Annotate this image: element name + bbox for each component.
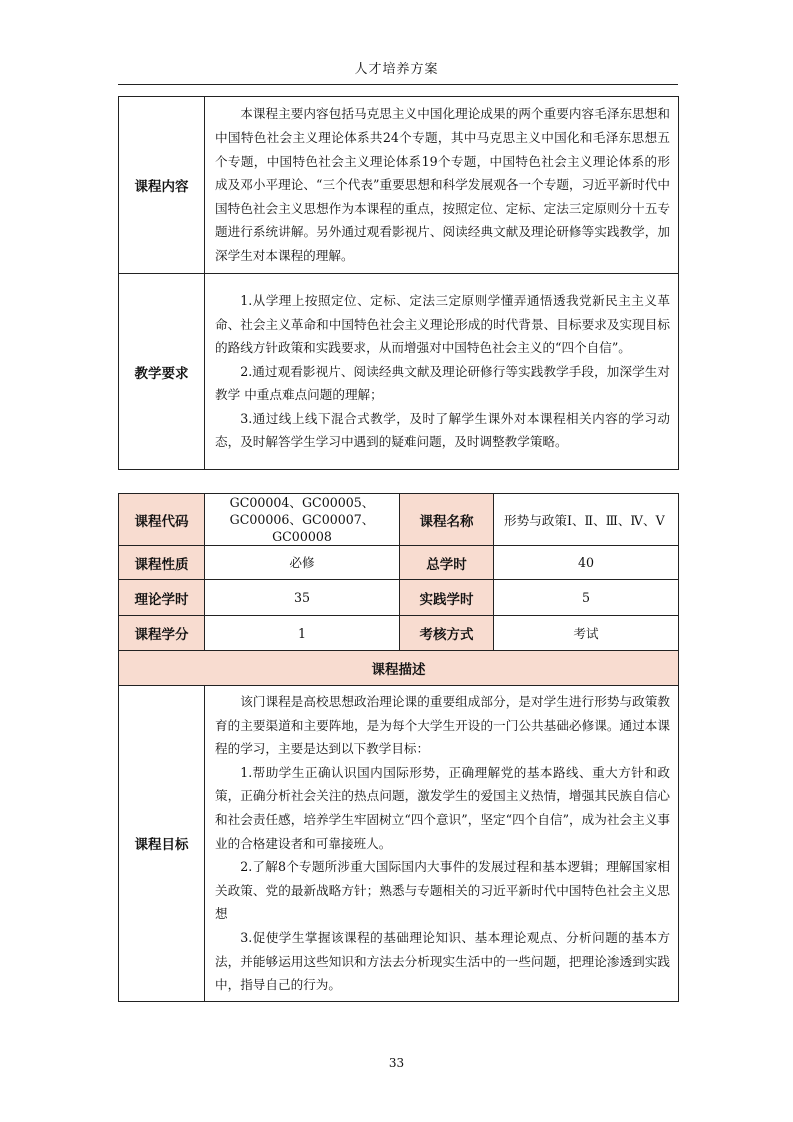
course-nature-label: 课程性质 xyxy=(119,546,205,580)
table-row xyxy=(119,580,679,616)
course-name-value: 形势与政策Ⅰ、Ⅱ、Ⅲ、Ⅳ、Ⅴ xyxy=(494,494,679,546)
course-content-cell xyxy=(205,97,679,274)
course-content-table xyxy=(118,96,679,470)
course-nature-value: 必修 xyxy=(205,546,400,580)
objective-paragraph-1: 1.帮助学生正确认识国内国际形势，正确理解党的基本路线、重大方针和政策，正确分析社会关注的热点问题，激发学生的爱国主义热情，增强其民族自信心和社会责任感，培养学生牢固树立“四个意识”，坚定“四个自信”，成为社会主义事业的合格建设者和可靠接班人。 xyxy=(215,764,670,851)
total-hours-value: 40 xyxy=(494,546,679,580)
table-row xyxy=(119,274,679,470)
requirement-paragraph-3: 3.通过线上线下混合式教学，及时了解学生课外对本课程相关内容的学习动态，及时解答学生学习中遇到的疑难问题，及时调整教学策略。 xyxy=(215,410,670,450)
course-content-paragraph: 本课程主要内容包括马克思主义中国化理论成果的两个重要内容毛泽东思想和中国特色社会主义理论体系共24个专题，其中马克思主义中国化和毛泽东思想五个专题，中国特色社会主义理论体系19个专题，中国特色社会主义理论体系的形成及邓小平理论、“三个代表”重要思想和科学发展观各一个专题，习近平新时代中国特色社会主义思想作为本课程的重点，按照定位、定标、定法三定原则分十五专题进行系统讲解。另外通过观看影视片、阅读经典文献及理论研修等实践教学，加深学生对本课程的理解。 xyxy=(215,106,670,263)
page-number: 33 xyxy=(388,1056,405,1070)
objective-paragraph-3: 3.促使学生掌握该课程的基础理论知识、基本理论观点、分析问题的基本方法，并能够运用这些知识和方法去分析现实生活中的一些问题，把理论渗透到实践中，指导自己的行为。 xyxy=(215,929,670,993)
course-info-table xyxy=(118,493,679,1002)
assessment-method-value: 考试 xyxy=(494,616,679,651)
table-row xyxy=(119,686,679,1002)
course-name-label: 课程名称 xyxy=(400,494,494,546)
course-code-label: 课程代码 xyxy=(119,494,205,546)
table-row xyxy=(119,651,679,686)
table-row xyxy=(119,616,679,651)
course-code-value: GC00004、GC00005、GC00006、GC00007、GC00008 xyxy=(205,494,400,546)
course-content-label: 课程内容 xyxy=(119,97,205,274)
course-credits-label: 课程学分 xyxy=(119,616,205,651)
teaching-requirements-cell xyxy=(205,274,679,470)
requirement-paragraph-1: 1.从学理上按照定位、定标、定法三定原则学懂弄通悟透我党新民主主义革命、社会主义革命和中国特色社会主义理论形成的时代背景、目标要求及实现目标的路线方针政策和实践要求，从而增强对中国特色社会主义的“四个自信”。 xyxy=(215,292,670,356)
course-objectives-cell xyxy=(205,686,679,1002)
page-header-title: 人才培养方案 xyxy=(354,62,439,77)
course-objectives-label: 课程目标 xyxy=(119,686,205,1002)
table-row xyxy=(119,97,679,274)
assessment-method-label: 考核方式 xyxy=(400,616,494,651)
objective-paragraph-2: 2.了解8个专题所涉重大国际国内大事件的发展过程和基本逻辑；理解国家相关政策、党的最新战略方针；熟悉与专题相关的习近平新时代中国特色社会主义思想 xyxy=(215,859,670,922)
course-credits-value: 1 xyxy=(205,616,400,651)
teaching-requirements-label: 教学要求 xyxy=(119,274,205,470)
course-description-title: 课程描述 xyxy=(119,651,679,686)
theory-hours-label: 理论学时 xyxy=(119,580,205,616)
table-row xyxy=(119,546,679,580)
practice-hours-label: 实践学时 xyxy=(400,580,494,616)
practice-hours-value: 5 xyxy=(494,580,679,616)
table-row xyxy=(119,494,679,546)
objective-paragraph-intro: 该门课程是高校思想政治理论课的重要组成部分，是对学生进行形势与政策教育的主要渠道和主要阵地，是为每个大学生开设的一门公共基础必修课。通过本课程的学习，主要是达到以下教学目标： xyxy=(215,694,670,757)
header-divider xyxy=(118,84,678,85)
total-hours-label: 总学时 xyxy=(400,546,494,580)
theory-hours-value: 35 xyxy=(205,580,400,616)
requirement-paragraph-2: 2.通过观看影视片、阅读经典文献及理论研修行等实践教学手段，加深学生对教学 中重点难点问题的理解； xyxy=(215,363,670,403)
